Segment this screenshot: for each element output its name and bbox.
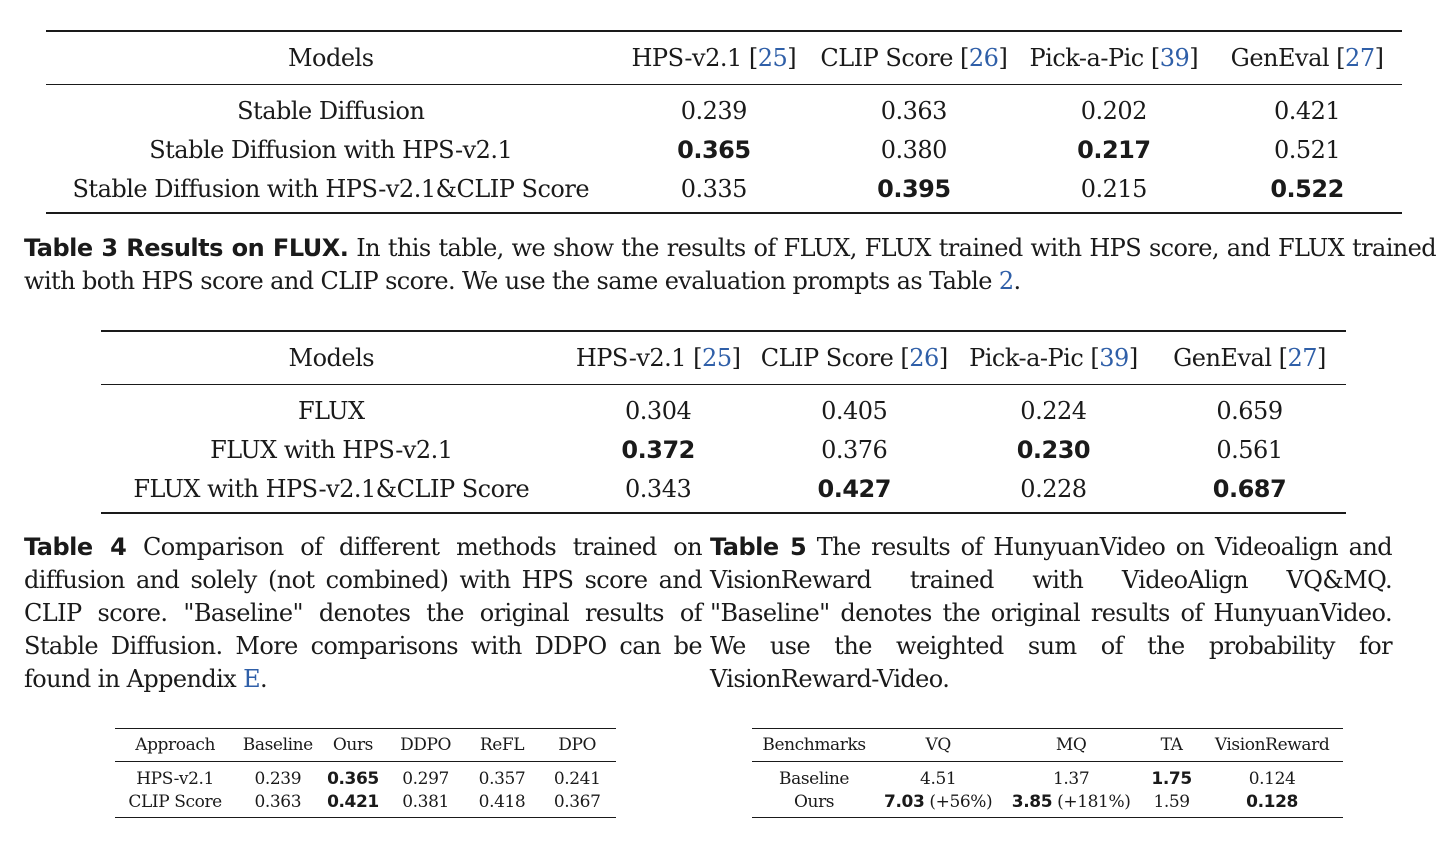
- citation-link[interactable]: 27: [1287, 344, 1318, 372]
- citation-link[interactable]: 25: [702, 344, 732, 372]
- cell-pick: 0.202: [1080, 96, 1147, 125]
- cell-vq: 4.51: [920, 768, 957, 789]
- header-clip: CLIP Score [26]: [812, 31, 1015, 85]
- cell-pick: 0.217: [1077, 135, 1151, 164]
- cell-geneval: 0.561: [1216, 435, 1283, 464]
- header-pick: Pick-a-Pic [39]: [954, 331, 1153, 385]
- table3-flux: [101, 330, 1346, 514]
- table5-caption: [710, 531, 1392, 696]
- caption-label: Table 3 Results on FLUX.: [24, 234, 349, 262]
- cell-ddpo: 0.297: [402, 768, 449, 789]
- cell-dpo: 0.367: [538, 790, 616, 818]
- header-visionreward: VisionReward: [1201, 729, 1343, 762]
- cell-vq: 7.03 (+56%): [876, 790, 1000, 818]
- cell-approach: HPS-v2.1: [136, 768, 214, 789]
- header-ddpo: DDPO: [386, 729, 466, 762]
- citation-link[interactable]: 39: [1099, 344, 1129, 372]
- header-refl: ReFL: [466, 729, 539, 762]
- table-header-row: [101, 331, 1346, 385]
- cell-hps: 0.335: [616, 169, 813, 213]
- caption-label: Table 5: [710, 533, 807, 561]
- cell-ta: 1.59: [1142, 790, 1201, 818]
- cell-model: Stable Diffusion: [237, 96, 425, 125]
- cell-clip: 0.395: [812, 169, 1015, 213]
- cell-model: FLUX with HPS-v2.1&CLIP Score: [101, 469, 562, 513]
- header-pick: Pick-a-Pic [39]: [1016, 31, 1213, 85]
- header-baseline: Baseline: [235, 729, 320, 762]
- caption-text: In this table, we show the results of FLUX, FLUX trained with HPS score, and FLUX trained with both HPS score and CLIP score. We use the same evaluation prompts as Table: [24, 234, 1436, 295]
- header-models: Models: [46, 31, 616, 85]
- table-row: [115, 762, 616, 791]
- table-row: [115, 790, 616, 818]
- table-header-row: [752, 729, 1343, 762]
- cell-baseline: 0.363: [235, 790, 320, 818]
- cell-model: Stable Diffusion with HPS-v2.1: [149, 135, 513, 164]
- header-ours: Ours: [320, 729, 385, 762]
- table-row: [46, 169, 1402, 213]
- appendix-ref-link[interactable]: E: [243, 665, 261, 693]
- cell-geneval: 0.687: [1153, 469, 1346, 513]
- cell-hps: 0.239: [680, 96, 747, 125]
- cell-hps: 0.343: [562, 469, 755, 513]
- cell-bench: Ours: [752, 790, 876, 818]
- caption-text: The results of HunyuanVideo on Videoalign and VisionReward trained with VideoAlign VQ&MQ. "Baseline" denotes the original results of HunyuanVideo. We use the weighted sum of the probability for VisionReward-Video.: [710, 533, 1392, 693]
- table4-comparison: [115, 728, 616, 818]
- cell-geneval: 0.521: [1273, 135, 1341, 164]
- cell-clip: 0.427: [755, 469, 954, 513]
- header-geneval: GenEval [27]: [1153, 331, 1346, 385]
- header-dpo: DPO: [538, 729, 616, 762]
- cell-baseline: 0.239: [254, 768, 302, 789]
- cell-geneval: 0.421: [1273, 96, 1341, 125]
- cell-ta: 1.75: [1151, 768, 1192, 789]
- table-row: [752, 762, 1343, 791]
- cell-pick: 0.215: [1016, 169, 1213, 213]
- cell-hps: 0.365: [677, 135, 751, 164]
- cell-vr: 0.128: [1201, 790, 1343, 818]
- header-approach: Approach: [115, 729, 235, 762]
- cell-vr: 0.124: [1248, 768, 1296, 789]
- table-header-row: [115, 729, 616, 762]
- cell-bench: Baseline: [779, 768, 850, 789]
- table-row: [101, 430, 1346, 469]
- header-hps: HPS-v2.1 [25]: [616, 31, 813, 85]
- citation-link[interactable]: 39: [1159, 44, 1190, 72]
- cell-refl: 0.357: [478, 768, 526, 789]
- cell-model: FLUX with HPS-v2.1: [210, 435, 453, 464]
- cell-model: FLUX: [298, 396, 365, 425]
- cell-ddpo: 0.381: [386, 790, 466, 818]
- header-ta: TA: [1142, 729, 1201, 762]
- table-row: [101, 385, 1346, 431]
- citation-link[interactable]: 27: [1345, 44, 1375, 72]
- table-row: [101, 469, 1346, 513]
- cell-pick: 0.224: [1020, 396, 1087, 425]
- cell-mq: 1.37: [1053, 768, 1090, 789]
- table-row: [752, 790, 1343, 818]
- cell-ours: 0.421: [320, 790, 385, 818]
- header-mq: MQ: [1000, 729, 1142, 762]
- cell-clip: 0.380: [880, 135, 947, 164]
- citation-link[interactable]: 26: [968, 44, 999, 72]
- cell-mq: 3.85 (+181%): [1000, 790, 1142, 818]
- header-vq: VQ: [876, 729, 1000, 762]
- header-geneval: GenEval [27]: [1212, 31, 1402, 85]
- header-benchmarks: Benchmarks: [752, 729, 876, 762]
- table-header-row: [46, 31, 1402, 85]
- header-clip: CLIP Score [26]: [755, 331, 954, 385]
- cell-geneval: 0.659: [1216, 396, 1283, 425]
- cell-pick: 0.230: [1016, 435, 1091, 464]
- cell-dpo: 0.241: [553, 768, 601, 789]
- table3-caption: Table 3 Results on FLUX. In this table, we show the results of FLUX, FLUX trained with HPS score, and FLUX trained with both HPS score and CLIP score. We use the same evaluation prompts as Table 2.: [24, 234, 1436, 295]
- caption-text: Comparison of different methods trained on diffusion and solely (not combined) with HPS score and CLIP score. "Baseline" denotes the original results of Stable Diffusion. More comparisons with DDPO can be found in Appendix: [24, 533, 702, 693]
- table5-hunyuanvideo: [752, 728, 1343, 818]
- cell-clip: 0.363: [880, 96, 947, 125]
- cell-clip: 0.376: [821, 435, 888, 464]
- caption-label: Table 4: [24, 533, 127, 561]
- cell-geneval: 0.522: [1212, 169, 1402, 213]
- citation-link[interactable]: 26: [909, 344, 939, 372]
- citation-link[interactable]: 25: [757, 44, 788, 72]
- table-ref-link[interactable]: 2: [998, 267, 1014, 295]
- cell-clip: 0.405: [821, 396, 888, 425]
- cell-hps: 0.372: [621, 435, 695, 464]
- header-models: Models: [101, 331, 562, 385]
- cell-hps: 0.304: [625, 396, 692, 425]
- cell-ours: 0.365: [327, 768, 379, 789]
- header-hps: HPS-v2.1 [25]: [562, 331, 755, 385]
- table-stable-diffusion: [46, 30, 1402, 214]
- cell-approach: CLIP Score: [115, 790, 235, 818]
- cell-model: Stable Diffusion with HPS-v2.1&CLIP Score: [46, 169, 616, 213]
- cell-refl: 0.418: [466, 790, 539, 818]
- table4-caption: Table 4 Comparison of different methods trained on diffusion and solely (not combined) with HPS score and CLIP score. "Baseline" denotes the original results of Stable Diffusion. More comparisons with DDPO can be found in Appendix E.: [24, 533, 702, 693]
- table-row: [46, 85, 1402, 131]
- table-row: [46, 130, 1402, 169]
- cell-pick: 0.228: [954, 469, 1153, 513]
